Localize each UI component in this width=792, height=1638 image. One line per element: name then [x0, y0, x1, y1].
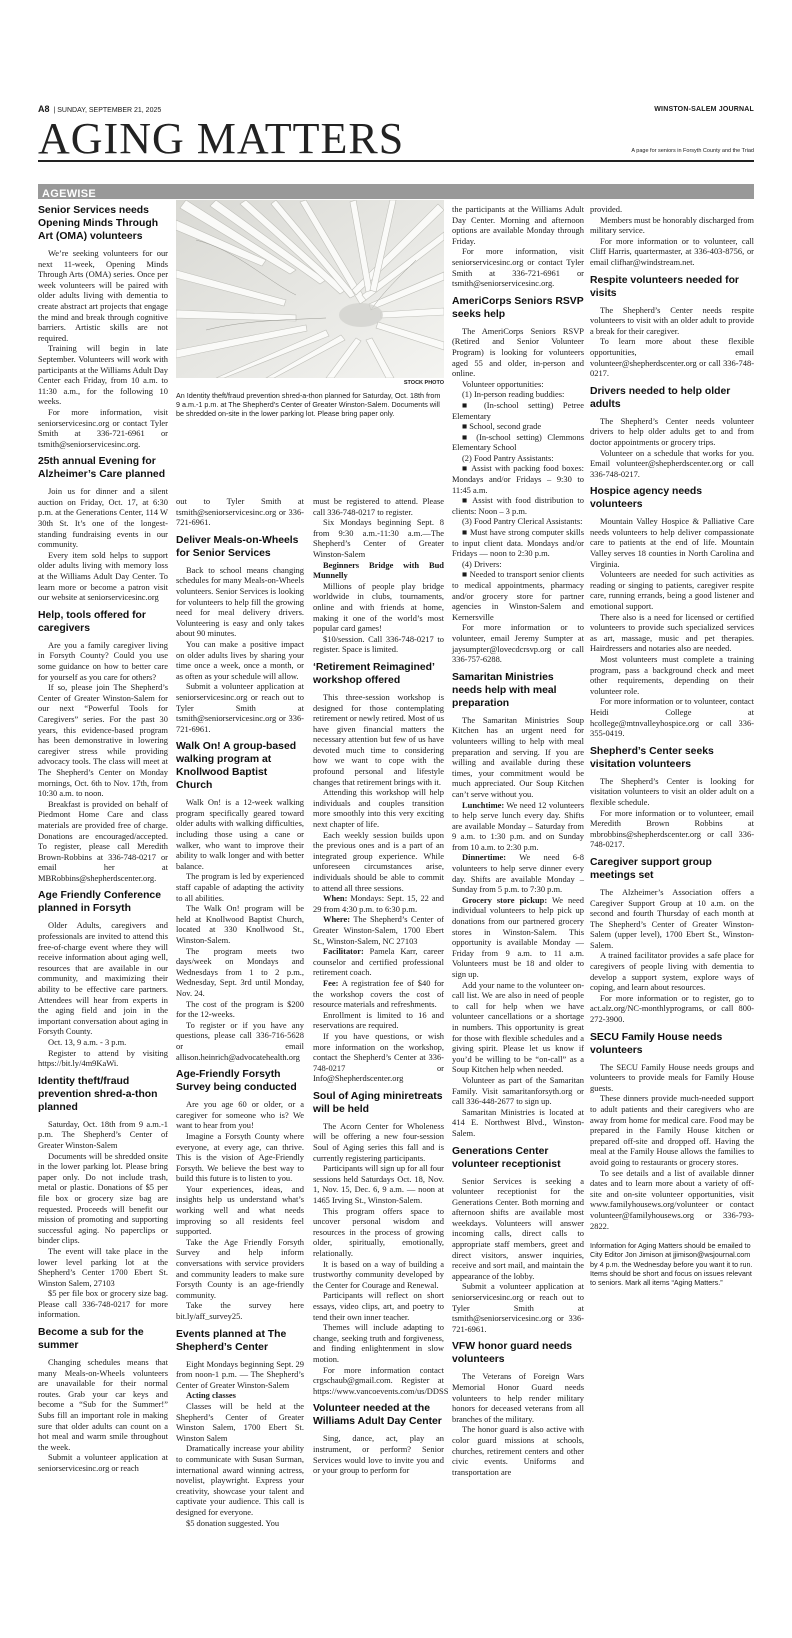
label-grocery-pickup: Grocery store pickup:	[462, 894, 548, 905]
article-text: ■ Assist with packing food boxes: Mondays and/or Fridays – 9:30 to 11:45 a.m.	[452, 463, 584, 495]
article-text: Are you age 60 or older, or a caregiver for someone who is? We want to hear from you!	[176, 1099, 304, 1131]
article-text: Eight Mondays beginning Sept. 29 from noon-1 p.m. — The Shepherd’s Center of Greater Winston-Salem	[176, 1358, 304, 1390]
article-text: Every item sold helps to support older adults living with memory loss at the Williams Adult Day Center. To learn more or become a patron visit our website at seniorservicesinc.org	[38, 549, 168, 603]
section-label: AGEWISE	[42, 188, 97, 200]
article-text: ■ Assist with food distribution to clients: Noon – 3 p.m.	[452, 495, 584, 516]
subhead-text: Beginners Bridge with Bud Munnelly	[313, 559, 444, 581]
article-text: For more information or to volunteer, call Cliff Harris, quartermaster, at 336-403-8756, or email clifhar@windstream.net.	[590, 235, 754, 267]
headline-caregiver-tools: Help, tools offered for caregivers	[38, 609, 146, 634]
photo-credit: STOCK PHOTO	[403, 380, 444, 386]
article-text: The program meets two days/week on Mondays and Wednesdays from 1 to 2 p.m., Wednesday, Sept. 3rd until Monday, Nov. 24.	[176, 945, 304, 998]
label-fee: Fee:	[323, 977, 339, 988]
value-fee: A registration fee of $40 for the workshop covers the cost of resource materials and refreshments.	[313, 977, 444, 1010]
article-text: The Alzheimer’s Association offers a Caregiver Support Group at 10 a.m. on the second and fourth Thursday of each month at The Shepherd’s Center of Greater Winston-Salem (upper level), 1700 Ebert St., Winston-Salem.	[590, 886, 754, 950]
article-text: Senior Services is seeking a volunteer receptionist for the Generations Center. Both morning and afternoon shifts are available most weekdays. Volunteers will answer incoming calls, direct calls to appropriate staff members, greet and direct visitors, answer inquiries, receive and sort mail, and maintain the appearance of the lobby.	[452, 1175, 584, 1281]
article-text: Samaritan Ministries is located at 414 E. Northwest Blvd., Winston-Salem.	[452, 1106, 584, 1138]
section-bar	[38, 184, 754, 199]
headline-age-friendly-survey: Age-Friendly Forsyth Survey being conducted	[176, 1069, 297, 1094]
value-facilitator: Pamela Karr, career counselor and certified professional retirement coach.	[313, 946, 444, 978]
headline-vfw-honor-guard: VFW honor guard needs volunteers	[452, 1341, 573, 1366]
article-text: the participants at the Williams Adult Day Center. Morning and afternoon options are available Monday through Friday.	[452, 204, 584, 246]
article-text: Oct. 13, 9 a.m. - 3 p.m.	[48, 1037, 127, 1047]
article-text: The Shepherd’s Center needs respite volunteers to visit with an older adult to provide a break for their caregiver.	[590, 304, 754, 336]
article-text: Training will begin in late September. Volunteers will work with participants at the Williams Adult Day Center each Friday, from 10 a.m. to 11:30 a.m., for the following 10 weeks.	[38, 343, 168, 407]
subhead-text: Acting classes	[186, 1390, 236, 1401]
subhead-acting-classes	[176, 1390, 304, 1401]
article-text: The Acorn Center for Wholeness will be offering a new four-session Soul of Aging series this fall and is currently registering participants.	[313, 1120, 444, 1163]
article-text: Millions of people play bridge worldwide in clubs, tournaments, online and with friends at home, making it one of the world’s most popular card games!	[313, 580, 444, 634]
headline-age-friendly-conference: Age Friendly Conference planned in Forsyth	[38, 890, 161, 915]
article-text: ■ (In-school setting) Petree Elementary	[452, 399, 584, 421]
article-text: must be registered to attend. Please call 336-748-0217 to register.	[313, 496, 444, 517]
article-text: Volunteer as part of the Samaritan Family. Visit samaritanforsyth.org or call 336-448-2677 to sign up.	[452, 1074, 584, 1107]
article-text: Mountain Valley Hospice & Palliative Care needs volunteers to help deliver compassionate care to patients at the end of life. Mountain Valley serves 18 counties in North Carolina and Virginia.	[590, 516, 754, 569]
shredded-paper-photo	[176, 200, 444, 378]
headline-generations-center: Generations Center volunteer receptionist	[452, 1145, 561, 1170]
article-text: The Shepherd’s Center is looking for visitation volunteers to visit an older adult on a flexible schedule.	[590, 775, 754, 807]
article-text: Dramatically increase your ability to communicate with Susan Surman, international award winning actress, novelist, playwright. Express your creativity, showcase your talent and captivate your audience. This call is designed for everyone.	[176, 1443, 304, 1517]
article-text: Add your name to the volunteer on-call list. We are also in need of people to call for help when we have volunteer cancellations or a shortage in numbers. This opportunity is great for those with flexible schedules and a giving spirit. Please let us know if you’d be willing to be “on-call” as a Soup Kitchen help when needed.	[452, 979, 584, 1075]
article-text	[313, 946, 444, 978]
column-5	[590, 204, 754, 1287]
headline-walk-on: Walk On! A group-based walking program at Knollwood Baptist Church	[176, 741, 297, 792]
article-text: For more information or to volunteer, email Jeremy Sumpter at jaysumpter@lovecdcrsvp.org or call 336-757-6288.	[452, 622, 584, 665]
article-text: provided.	[590, 204, 623, 214]
article-text: The cost of the program is $200 for the 12-weeks.	[176, 998, 304, 1020]
value-dinnertime: We need 6-8 volunteers to help serve dinner every day. Shifts are available Monday – Sunday from 5 p.m. to 7:30 p.m.	[452, 852, 584, 895]
article-text: If you have questions, or wish more information on the workshop, contact the Shepherd’s Center at 336-748-0217 or Info@Shepherdscenter.org	[313, 1030, 444, 1084]
article-text: Themes will include adapting to change, seeking truth and forgiveness, and finding enlightenment in slow motion.	[313, 1322, 444, 1364]
photo-caption: An Identity theft/fraud prevention shred-a-thon planned for Saturday, Oct. 18th from 9 a.m.-1 p.m. at The Shepherd’s Center of Greater Winston-Salem. Documents will be shredded on-site in the lower parking lot. Please bring paper only.	[176, 391, 441, 419]
article-text: out to Tyler Smith at tsmith@seniorservicesinc.org or 336-721-6961.	[176, 496, 304, 528]
value-when: Mondays: Sept. 15, 22 and 29 from 4:30 p.m. to 6:30 p.m.	[313, 893, 445, 914]
article-text: Take the Age Friendly Forsyth Survey and help inform conversations with service providers and community leaders to make sure Forsyth County is an age-friendly community.	[176, 1236, 304, 1300]
subhead-bridge	[313, 560, 444, 581]
masthead	[38, 116, 754, 162]
article-text: This program offers space to uncover personal wisdom and resources in the process of growing older, spiritually, emotionally, relationally.	[313, 1205, 444, 1258]
column-3	[313, 496, 449, 1476]
label-facilitator: Facilitator:	[323, 946, 364, 957]
page-title: AGING MATTERS	[38, 114, 405, 163]
article-text: Submit a volunteer application at seniorservicesinc.org or reach out to Tyler Smith at tsmith@seniorservicesinc.org or 336-721-6961.	[176, 681, 304, 734]
article-text: Join us for dinner and a silent auction on Friday, Oct. 17, at 6:30 p.m. at the Generations Center, 114 W 30th St. It’s one of the longest-standing fundraising events in our community.	[38, 486, 168, 550]
article-text	[452, 800, 584, 853]
submission-note: Information for Aging Matters should be emailed to City Editor Jon Jimison at jjimison@wsjournal.com by 4 p.m. the Wednesday before you want it to run. Items should be short and focus on issues relevant to seniors. Mark all items “Aging Matters.”	[590, 1241, 753, 1287]
article-text: Most volunteers must complete a training program, pass a background check and meet other requirements, depending on their volunteer role.	[590, 654, 754, 696]
article-text: Register to attend by visiting https://bit.ly/4m9KaWi.	[38, 1047, 168, 1069]
article-text: (2) Food Pantry Assistants:	[462, 452, 554, 463]
article-text: To register or if you have any questions, please call 336-716-5628 or email allison.heinrich@advocatehealth.org	[176, 1019, 304, 1062]
headline-oma-volunteers: Senior Services needs Opening Minds Through Art (OMA) volunteers	[38, 205, 159, 242]
article-text: It is based on a way of building a trustworthy community developed by the Center for Courage and Renewal.	[313, 1258, 444, 1290]
article-text: Older Adults, caregivers and professionals are invited to attend this free-of-charge event where they will receive information about aging well, resources that are available in our community, and maximizing their ability to be effective care partners. Attendees will hear from experts in the aging field and join in the important conversation about aging in Forsyth County.	[38, 920, 168, 1037]
article-text: Submit a volunteer application at seniorservicesinc.org or reach out to Tyler Smith at tsmith@seniorservicesinc.org or 336-721-6961.	[452, 1281, 584, 1334]
column-4	[452, 204, 584, 1477]
value-lunchtime: We need 12 volunteers to help serve lunch every day. Shifts are available Monday – Saturday from 9 a.m. to 1:30 p.m. and on Sunday from 10 a.m. to 2:30 p.m.	[452, 799, 584, 852]
article-text: For more information or to register, go to act.alz.org/NC-monthlyprograms, or call 800-272-3900.	[590, 992, 754, 1025]
article-text: Take the survey here bit.ly/aff_survey25.	[176, 1300, 304, 1321]
article-text: (1) In-person reading buddies:	[462, 389, 565, 400]
article-text: The AmeriCorps Seniors RSVP (Retired and Senior Volunteer Program) is looking for volunteers aged 55 and older, in-person and online.	[452, 325, 584, 379]
article-text: Volunteer on a schedule that works for you. Email volunteer@shepherdscenter.org or call 336-748-0217.	[590, 447, 754, 479]
headline-drivers-needed: Drivers needed to help older adults	[590, 385, 731, 410]
article-text: Saturday, Oct. 18th from 9 a.m.-1 p.m. The Shepherd’s Center of Greater Winston-Salem	[38, 1118, 168, 1150]
article-text	[313, 978, 444, 1010]
article-text	[313, 914, 444, 946]
article-text: Breakfast is provided on behalf of Piedmont Home Care and class materials are provided free of charge. Donations are encouraged/accepted. To register, please call Meredith Brown-Robbins at 336-748-0217 or email her at MBRobbins@shepherdscenter.org.	[38, 798, 168, 883]
article-text: The program is led by experienced staff capable of adapting the activity to all abilities.	[176, 871, 304, 903]
article-text: Participants will sign up for all four sessions held Saturdays Oct. 18, Nov. 1, Nov. 15, Dec. 6, 9 a.m. — noon at 1465 Irving St., Winston-Salem.	[313, 1163, 444, 1206]
article-text: Volunteers are needed for such activities as reading or singing to patients, caregiver respite care, running errands, being a good listener and emotional support.	[590, 569, 754, 612]
article-text: The event will take place in the lower level parking lot at the Shepherd’s Center 1700 Ebert St. Winston Salem, 27103	[38, 1245, 168, 1288]
article-text: Walk On! is a 12-week walking program specifically geared toward older adults with walking difficulties, including those using a cane or walker, who want to improve their ability to walk longer and with better balance.	[176, 797, 304, 871]
article-text: For more information or to volunteer, email Meredith Brown Robbins at mbrobbins@shepherdscenter.org or call 336-748-0217.	[590, 807, 754, 850]
article-text: Attending this workshop will help individuals and couples transition more smoothly into this very exciting next chapter of life.	[313, 787, 444, 830]
article-text: Members must be honorably discharged from military service.	[590, 214, 754, 236]
article-text: These dinners provide much-needed support to adult patients and their caregivers who are away from home for medical care. Food may be prepared in the Family House kitchen or prepared off-site and dropped off. Having the meal at the Family House allows the families to avoid going to restaurants or grocery stores.	[590, 1093, 754, 1167]
article-text: Are you a family caregiver living in Forsyth County? Could you use some guidance on how to better care for yourself as you care for others?	[38, 639, 168, 682]
article-text: Changing schedules means that many Meals-on-Wheels volunteers are unavailable for their normal routes. Grab your car keys and become a “Sub for the Summer!” Subs fill an important role in making sure that older adults can count on a hot meal and warm smile throughout the week.	[38, 1357, 168, 1452]
article-text: Participants will reflect on short essays, video clips, art, and poetry to tend their own inner teacher.	[313, 1290, 444, 1322]
headline-meals-on-wheels: Deliver Meals-on-Wheels for Senior Services	[176, 534, 299, 559]
issue-date: SUNDAY, SEPTEMBER 21, 2025	[57, 107, 162, 114]
article-text: ■ Needed to transport senior clients to medical appointments, pharmacy and/or grocery store for partner agencies in Winston-Salem and Kernersville	[452, 569, 584, 622]
article-text: Sing, dance, act, play an instrument, or perform? Senior Services would love to invite you and or your group to perform for	[313, 1433, 444, 1476]
article-text: The honor guard is also active with color guard missions at schools, churches, retirement centers and other civic events. Uniforms and transportation are	[452, 1424, 584, 1477]
headline-visitation-volunteers: Shepherd’s Center seeks visitation volunteers	[590, 745, 714, 770]
article-text: We’re seeking volunteers for our next 11-week, Opening Minds Through Arts (OMA) series. Once per week volunteers will be paired with older adults living with dementia to create abstract art projects that engage the mind and break through cognitive barriers. Artistic skills are not required.	[38, 248, 168, 343]
article-text	[452, 895, 584, 980]
article-text: For more information contact crgschaub@gmail.com. Register at https://www.vancoevents.com/us/DDSS	[313, 1364, 449, 1396]
article-text: Back to school means changing schedules for many Meals-on-Wheels volunteers. Senior Services is looking for volunteers to help fill the growing need for meal delivery drivers. Volunteering is easy and only takes about 90 minutes.	[176, 564, 304, 639]
article-text: The SECU Family House needs groups and volunteers to provide meals for Family House guests.	[590, 1061, 754, 1093]
article-text: For more information, visit seniorservicesinc.org or contact Tyler Smith at 336-721-6961 or tsmith@seniorservicesinc.org.	[452, 246, 584, 289]
article-text: Volunteer opportunities:	[462, 378, 544, 389]
column-2	[176, 496, 304, 1528]
article-text: (3) Food Pantry Clerical Assistants:	[462, 516, 583, 527]
value-grocery-pickup: We need individual volunteers to help pick up donations from our partnered grocery stores in Winston-Salem. This opportunity is available Monday — Friday from 9 a.m. to 11 a.m. Volunteers must be 18 and older to sign up.	[452, 894, 584, 979]
article-text: A trained facilitator provides a safe place for caregivers of people living with dementia to develop a support system, explore ways of coping, and learn about resources.	[590, 950, 754, 993]
headline-hospice-volunteers: Hospice agency needs volunteers	[590, 486, 703, 511]
article-text: The Shepherd’s Center needs volunteer drivers to help older adults get to and from doctor appointments or grocery trips.	[590, 415, 754, 447]
article-text	[313, 893, 444, 914]
article-text: This three-session workshop is designed for those contemplating retirement or newly retired. Most of us have given financial matters the necessary attention but few of us have devoted much time to considering how we want to cope with the profound personal and lifestyle changes that retirement brings with it.	[313, 691, 444, 787]
article-text: There also is a need for licensed or certified volunteers to provide such specialized services as art, massage, music and pet therapies. Hairdressers and notaries also are needed.	[590, 611, 754, 654]
headline-evening-alzheimers: 25th annual Evening for Alzheimer’s Care planned	[38, 456, 166, 481]
shredded-paper-illustration	[176, 200, 444, 378]
article-text: Your experiences, ideas, and insights help us understand what’s working well and what needs improving so all residents feel supported.	[176, 1183, 304, 1237]
headline-soul-of-aging: Soul of Aging miniretreats will be held	[313, 1090, 443, 1115]
article-text: To learn more about these flexible opportunities, email volunteer@shepherdscenter.org or call 336-748-0217.	[590, 336, 754, 379]
headline-summer-sub: Become a sub for the summer	[38, 1327, 144, 1352]
value-where: The Shepherd’s Center of Greater Winston-Salem, 1700 Ebert St., Winston-Salem, NC 27103	[313, 914, 444, 946]
article-text: Imagine a Forsyth County where everyone, at every age, can thrive. This is the vision of Age-Friendly Forsyth. We believe the best way to build this future is to listen to you.	[176, 1130, 304, 1184]
article-text: To see details and a list of available dinner dates and to learn more about a variety of off-site and on-site volunteer opportunities, visit www.familyhousews.org/volunteer or contact volunteer@familyhousews.org or 336-793-2822.	[590, 1167, 754, 1231]
article-text: Enrollment is limited to 16 and reservations are required.	[313, 1009, 444, 1031]
article-text: (4) Drivers:	[462, 558, 502, 569]
page-folio: A8 | SUNDAY, SEPTEMBER 21, 2025	[38, 104, 162, 114]
article-text: $10/session. Call 336-748-0217 to register. Space is limited.	[313, 633, 444, 655]
headline-respite-volunteers: Respite volunteers needed for visits	[590, 274, 739, 299]
article-text: Submit a volunteer application at seniorservicesinc.org or reach	[38, 1452, 168, 1473]
article-text: You can make a positive impact on older adults lives by sharing your time once a week, once a month, or as often as your schedule will allow.	[176, 638, 304, 681]
headline-americorps: AmeriCorps Seniors RSVP seeks help	[452, 295, 584, 320]
label-where: Where:	[323, 914, 351, 925]
article-text: ■ Must have strong computer skills to input client data. Mondays and/or Fridays — noon to 2:30 p.m.	[452, 527, 584, 559]
article-text	[452, 852, 584, 894]
article-text: ■ (In-school setting) Clemmons Elementary School	[452, 431, 584, 453]
article-text: For more information or to volunteer, contact Heidi College at hcollege@mtnvalleyhospice.org or call 336-355-0419.	[590, 696, 754, 739]
label-lunchtime: Lunchtime:	[462, 799, 505, 810]
article-text: The Veterans of Foreign Wars Memorial Honor Guard needs volunteers to help render military honors for deceased veterans from all branches of the military.	[452, 1371, 584, 1424]
headline-retirement-reimagined: ‘Retirement Reimagined’ workshop offered	[313, 661, 435, 686]
article-text: The Walk On! program will be held at Knollwood Baptist Church, located at 330 Knollwood St., Winston-Salem.	[176, 903, 304, 945]
article-text: Documents will be shredded onsite in the lower parking lot. Please bring paper only. Do not include trash, metal or plastic. Donations of $5 per file box or grocery size bag are requested. Proceeds will benefit our mission of promoting and supporting successful aging. No paperclips or binder clips.	[38, 1150, 168, 1246]
headline-caregiver-support-group: Caregiver support group meetings set	[590, 856, 712, 881]
headline-secu-family-house: SECU Family House needs volunteers	[590, 1031, 723, 1056]
article-text: ■ School, second grade	[462, 421, 542, 432]
page-tagline: A page for seniors in Forsyth County and the Triad	[631, 148, 754, 154]
article-text: $5 donation suggested. You	[186, 1517, 280, 1528]
article-text: $5 per file box or grocery size bag. Please call 336-748-0217 for more information.	[38, 1288, 168, 1320]
article-text: Classes will be held at the Shepherd’s Center of Greater Winston Salem, 1700 Ebert St. Winston Salem	[176, 1400, 304, 1443]
article-text: Six Mondays beginning Sept. 8 from 9:30 a.m.-11:30 a.m.—The Shepherd’s Center of Greater Winston-Salem	[313, 517, 444, 559]
article-text: The Samaritan Ministries Soup Kitchen has an urgent need for volunteers willing to help with meal preparation and serving. If you are willing and available during these times, your commitment would be much appreciated. Our Soup Kitchen can’t serve without you.	[452, 714, 584, 799]
headline-shepherds-events: Events planned at The Shepherd’s Center	[176, 1328, 287, 1353]
headline-shred-a-thon: Identity theft/fraud prevention shred-a-thon planned	[38, 1075, 158, 1113]
article-text: For more information, visit seniorservicesinc.org or contact Tyler Smith at 336-721-6961 or tsmith@seniorservicesinc.org.	[38, 406, 168, 449]
column-1	[38, 204, 168, 1474]
newspaper-name: WINSTON-SALEM JOURNAL	[654, 106, 754, 113]
article-text: Each weekly session builds upon the previous ones and is a part of an integrated group experience. While unforeseen circumstances arise, individuals should be able to commit to attend all three sessions.	[313, 829, 444, 893]
headline-williams-adult-day: Volunteer needed at the Williams Adult Day Center	[313, 1403, 442, 1428]
headline-samaritan-ministries: Samaritan Ministries needs help with meal preparation	[452, 671, 557, 709]
page-number: A8	[38, 104, 50, 114]
article-text: If so, please join The Shepherd’s Center of Greater Winston-Salem for our next “Powerful Tools for Caregivers” series. For the past 30 years, this evidence-based program has been demonstrative in lowering caregiver stress while providing advocacy tools. The class will meet at The Shepherd’s Center on Monday mornings, Oct. 6th to Nov. 17th, from 10:30 a.m. to noon.	[38, 682, 168, 799]
label-dinnertime: Dinnertime:	[462, 852, 507, 863]
label-when: When:	[323, 893, 348, 904]
